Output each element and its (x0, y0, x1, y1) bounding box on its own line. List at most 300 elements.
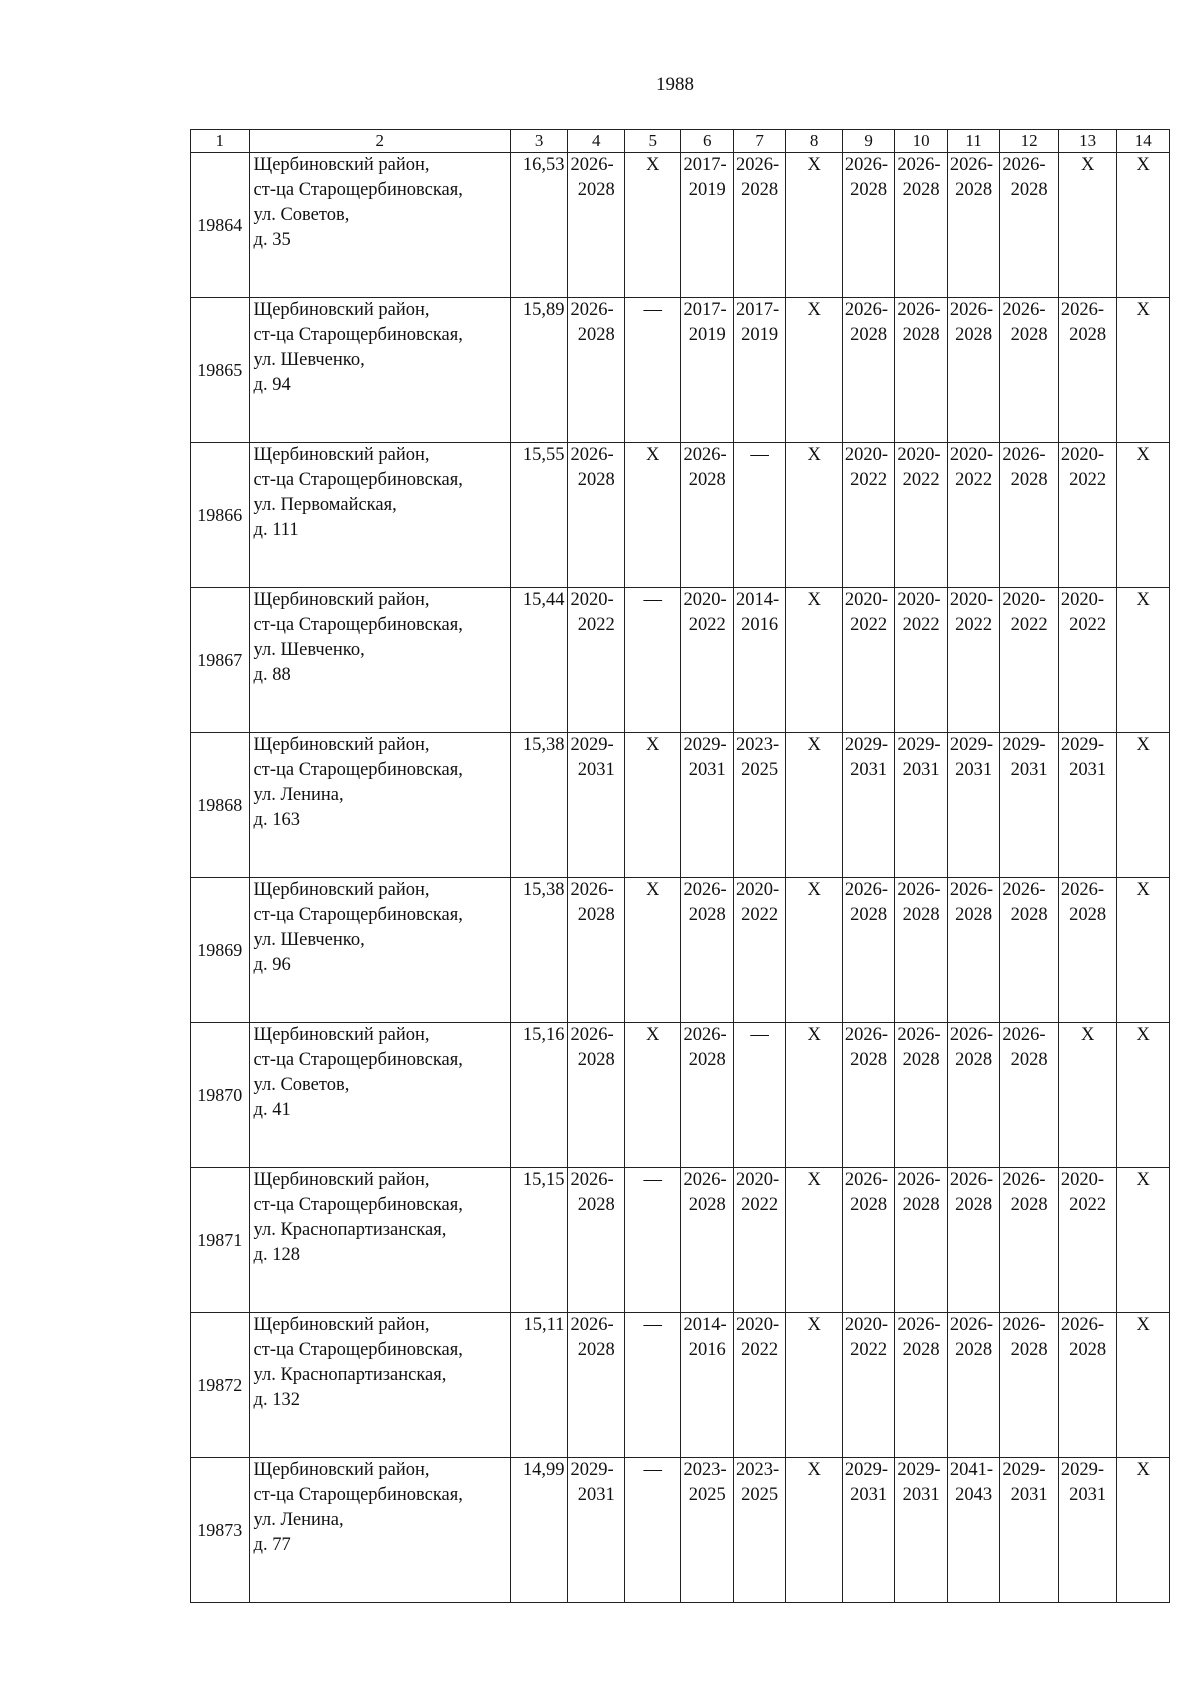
period-text: 2026- (1060, 880, 1105, 900)
period-text: 2028 (688, 905, 726, 925)
address-line: ст-ца Старощербиновская, (253, 325, 463, 345)
period-text: 2029- (570, 735, 614, 755)
period-text: X (1080, 1025, 1095, 1045)
record-number-cell: 19872 (191, 1313, 250, 1458)
address-line: ул. Краснопартизанская, (253, 1365, 447, 1385)
period-text: — (750, 1025, 769, 1045)
period-cell-9 (842, 1313, 894, 1458)
period-text: 2028 (902, 905, 940, 925)
period-cell-12 (1000, 1458, 1059, 1603)
period-text: 2020- (1060, 590, 1105, 610)
period-text: 2028 (850, 325, 888, 345)
period-text: — (643, 1170, 662, 1190)
period-cell-7 (733, 1313, 785, 1458)
period-cell-6 (681, 1168, 733, 1313)
period-cell-6 (681, 878, 733, 1023)
period-cell-8 (786, 878, 843, 1023)
period-text: X (807, 155, 821, 175)
address-line: Щербиновский район, (253, 590, 430, 610)
record-number-cell: 19866 (191, 443, 250, 588)
period-text: 2029- (1002, 1460, 1046, 1480)
column-number-header: 9 (842, 130, 894, 153)
period-cell-11 (947, 1458, 999, 1603)
period-text: 2026- (570, 1025, 614, 1045)
period-text: 2017- (683, 155, 727, 175)
period-cell-8 (786, 443, 843, 588)
period-cell-6 (681, 153, 733, 298)
table-row (191, 1168, 1170, 1313)
period-text: 2028 (1010, 1050, 1048, 1070)
period-cell-14 (1117, 733, 1170, 878)
period-text: 2022 (955, 470, 993, 490)
period-text: 2026- (683, 1025, 727, 1045)
period-text: 2026- (1002, 445, 1046, 465)
address-line: ст-ца Старощербиновская, (253, 1340, 463, 1360)
period-text: X (646, 155, 660, 175)
column-number-header: 5 (624, 130, 681, 153)
period-cell-12 (1000, 878, 1059, 1023)
area-cell: 16,53 (510, 153, 568, 298)
period-text: 2028 (955, 1340, 993, 1360)
period-text: 2022 (902, 470, 940, 490)
period-text: 2020- (570, 590, 614, 610)
period-cell-8 (786, 153, 843, 298)
period-cell-5 (624, 733, 681, 878)
period-text: — (643, 590, 662, 610)
address-line: д. 88 (253, 665, 291, 685)
period-text: 2022 (1069, 615, 1107, 635)
period-text: 2028 (688, 1050, 726, 1070)
area-cell: 15,38 (510, 733, 568, 878)
period-cell-12 (1000, 153, 1059, 298)
address-line: д. 128 (253, 1245, 300, 1265)
period-text: 2026- (897, 1315, 941, 1335)
period-cell-12 (1000, 298, 1059, 443)
period-cell-5 (624, 1023, 681, 1168)
period-cell-4 (568, 1458, 625, 1603)
column-number-header: 6 (681, 130, 733, 153)
area-cell: 15,55 (510, 443, 568, 588)
period-cell-10 (895, 1023, 947, 1168)
column-number-row (191, 130, 1170, 153)
period-text: 2026- (1002, 300, 1046, 320)
address-line: Щербиновский район, (253, 735, 430, 755)
address-line: Щербиновский район, (253, 155, 430, 175)
period-text: 2019 (688, 325, 726, 345)
period-cell-10 (895, 1313, 947, 1458)
period-text: 2022 (850, 615, 888, 635)
address-line: ул. Ленина, (253, 785, 344, 805)
period-cell-13 (1058, 878, 1117, 1023)
period-text: 2028 (741, 180, 779, 200)
area-cell: 14,99 (510, 1458, 568, 1603)
period-cell-6 (681, 298, 733, 443)
period-text: 2026- (897, 1170, 941, 1190)
column-number-header: 1 (191, 130, 250, 153)
period-text: 2020- (683, 590, 727, 610)
period-text: 2026- (844, 300, 889, 320)
period-text: 2029- (897, 735, 941, 755)
period-cell-6 (681, 733, 733, 878)
period-text: 2025 (741, 760, 779, 780)
period-text: 2043 (955, 1485, 993, 1505)
period-text: 2028 (577, 1340, 615, 1360)
period-text: 2028 (1069, 1340, 1107, 1360)
period-text: 2023- (683, 1460, 727, 1480)
period-cell-14 (1117, 443, 1170, 588)
register-table (190, 129, 1170, 1603)
period-text: 2022 (741, 1340, 779, 1360)
period-text: X (807, 880, 821, 900)
period-cell-12 (1000, 588, 1059, 733)
period-text: 2022 (850, 1340, 888, 1360)
period-text: 2026- (1002, 880, 1046, 900)
address-line: д. 77 (253, 1535, 291, 1555)
period-text: 2031 (1069, 1485, 1107, 1505)
period-text: 2028 (902, 325, 940, 345)
address-cell (249, 878, 510, 1023)
period-text: 2017- (735, 300, 780, 320)
period-text: 2029- (897, 1460, 941, 1480)
period-cell-10 (895, 443, 947, 588)
period-text: 2026- (1060, 300, 1105, 320)
period-text: 2026- (844, 1025, 889, 1045)
period-text: 2020- (735, 880, 780, 900)
period-text: 2026- (949, 1025, 994, 1045)
period-cell-7 (733, 298, 785, 443)
column-number-header: 10 (895, 130, 947, 153)
period-text: 2028 (577, 325, 615, 345)
period-cell-9 (842, 733, 894, 878)
period-cell-4 (568, 443, 625, 588)
period-text: — (643, 1460, 662, 1480)
period-text: 2028 (955, 1050, 993, 1070)
period-text: 2028 (577, 1050, 615, 1070)
address-line: Щербиновский район, (253, 880, 430, 900)
period-text: 2028 (955, 905, 993, 925)
period-text: 2022 (741, 905, 779, 925)
period-cell-11 (947, 153, 999, 298)
period-text: 2026- (897, 155, 941, 175)
period-cell-9 (842, 298, 894, 443)
period-text: 2020- (844, 590, 889, 610)
period-text: X (1136, 590, 1150, 610)
table-row (191, 588, 1170, 733)
period-cell-8 (786, 588, 843, 733)
period-cell-11 (947, 1023, 999, 1168)
period-text: 2029- (570, 1460, 614, 1480)
period-cell-5 (624, 1313, 681, 1458)
period-text: 2031 (850, 1485, 888, 1505)
column-number-header: 12 (1000, 130, 1059, 153)
period-text: 2028 (902, 180, 940, 200)
period-cell-4 (568, 1168, 625, 1313)
period-text: 2026- (897, 1025, 941, 1045)
table-row (191, 1023, 1170, 1168)
period-text: 2029- (949, 735, 994, 755)
period-text: 2016 (741, 615, 779, 635)
column-number-header: 3 (510, 130, 568, 153)
period-text: 2020- (897, 590, 941, 610)
period-cell-11 (947, 298, 999, 443)
period-cell-4 (568, 878, 625, 1023)
period-cell-11 (947, 878, 999, 1023)
period-cell-6 (681, 1023, 733, 1168)
address-line: д. 94 (253, 375, 291, 395)
period-text: 2026- (570, 880, 614, 900)
address-line: ст-ца Старощербиновская, (253, 760, 463, 780)
period-text: 2031 (902, 760, 940, 780)
period-text: X (807, 1460, 821, 1480)
period-text: 2031 (1069, 760, 1107, 780)
period-text: 2026- (844, 1170, 889, 1190)
period-text: 2020- (949, 590, 994, 610)
period-cell-14 (1117, 588, 1170, 733)
period-cell-13 (1058, 443, 1117, 588)
record-number-cell: 19870 (191, 1023, 250, 1168)
period-text: 2026- (844, 880, 889, 900)
period-text: 2028 (688, 1195, 726, 1215)
period-text: 2022 (577, 615, 615, 635)
period-cell-4 (568, 298, 625, 443)
period-text: 2041- (949, 1460, 994, 1480)
period-text: 2022 (741, 1195, 779, 1215)
address-cell (249, 588, 510, 733)
period-text: 2028 (1010, 180, 1048, 200)
period-text: 2029- (844, 1460, 889, 1480)
period-text: 2025 (741, 1485, 779, 1505)
period-text: 2022 (1010, 615, 1048, 635)
period-text: 2028 (955, 1195, 993, 1215)
record-number-cell: 19865 (191, 298, 250, 443)
area-cell: 15,16 (510, 1023, 568, 1168)
period-text: 2026- (949, 880, 994, 900)
period-text: — (750, 445, 769, 465)
table-row (191, 733, 1170, 878)
period-cell-9 (842, 588, 894, 733)
period-cell-11 (947, 588, 999, 733)
period-text: 2022 (850, 470, 888, 490)
address-line: Щербиновский район, (253, 445, 430, 465)
period-text: 2031 (1010, 1485, 1048, 1505)
table-row (191, 298, 1170, 443)
period-cell-14 (1117, 298, 1170, 443)
period-text: 2020- (735, 1170, 780, 1190)
address-cell (249, 298, 510, 443)
record-number-cell: 19868 (191, 733, 250, 878)
period-text: 2029- (1060, 1460, 1105, 1480)
period-text: 2028 (1069, 905, 1107, 925)
period-text: X (807, 590, 821, 610)
address-line: Щербиновский район, (253, 1315, 430, 1335)
address-cell (249, 1168, 510, 1313)
address-line: Щербиновский район, (253, 300, 430, 320)
record-number-cell: 19871 (191, 1168, 250, 1313)
period-text: 2028 (1010, 1340, 1048, 1360)
address-line: ст-ца Старощербиновская, (253, 1050, 463, 1070)
period-cell-4 (568, 153, 625, 298)
period-text: 2026- (683, 445, 727, 465)
period-text: 2028 (577, 1195, 615, 1215)
period-cell-10 (895, 1458, 947, 1603)
period-text: 2026- (949, 300, 994, 320)
period-text: 2028 (902, 1050, 940, 1070)
column-number-header: 7 (733, 130, 785, 153)
period-text: 2028 (577, 905, 615, 925)
period-cell-4 (568, 588, 625, 733)
period-text: 2026- (949, 1170, 994, 1190)
address-line: ул. Первомайская, (253, 495, 397, 515)
period-text: X (807, 1025, 821, 1045)
period-cell-12 (1000, 1313, 1059, 1458)
period-text: X (1080, 155, 1095, 175)
period-cell-8 (786, 1313, 843, 1458)
period-text: 2023- (735, 1460, 780, 1480)
address-line: ст-ца Старощербиновская, (253, 1195, 463, 1215)
period-text: 2028 (577, 470, 615, 490)
period-text: X (1136, 1025, 1150, 1045)
table-body (191, 153, 1170, 1603)
period-text: 2028 (688, 470, 726, 490)
table-row (191, 153, 1170, 298)
period-text: 2031 (577, 760, 615, 780)
address-line: ст-ца Старощербиновская, (253, 615, 463, 635)
address-line: ст-ца Старощербиновская, (253, 1485, 463, 1505)
page-number: 1988 (656, 74, 694, 95)
period-cell-14 (1117, 1168, 1170, 1313)
period-text: 2031 (577, 1485, 615, 1505)
period-text: 2022 (1069, 1195, 1107, 1215)
period-cell-13 (1058, 298, 1117, 443)
period-text: 2028 (902, 1340, 940, 1360)
area-cell: 15,89 (510, 298, 568, 443)
address-line: ул. Шевченко, (253, 930, 365, 950)
address-cell (249, 153, 510, 298)
table-row (191, 1458, 1170, 1603)
period-text: 2026- (570, 1315, 614, 1335)
period-cell-8 (786, 298, 843, 443)
address-line: ул. Шевченко, (253, 350, 365, 370)
period-text: 2020- (1060, 445, 1105, 465)
column-number-header: 8 (786, 130, 843, 153)
period-text: 2020- (949, 445, 994, 465)
period-cell-13 (1058, 1023, 1117, 1168)
period-text: 2019 (741, 325, 779, 345)
period-text: X (807, 445, 821, 465)
period-text: 2028 (577, 180, 615, 200)
period-text: 2026- (897, 880, 941, 900)
period-text: 2026- (570, 300, 614, 320)
period-text: 2028 (955, 325, 993, 345)
address-cell (249, 443, 510, 588)
address-line: д. 96 (253, 955, 291, 975)
period-text: 2020- (897, 445, 941, 465)
period-text: 2014- (683, 1315, 727, 1335)
period-cell-9 (842, 1458, 894, 1603)
period-text: X (1136, 445, 1150, 465)
period-text: 2026- (844, 155, 889, 175)
period-text: X (1136, 1460, 1150, 1480)
period-text: 2022 (955, 615, 993, 635)
table-row (191, 878, 1170, 1023)
period-text: X (1136, 880, 1150, 900)
period-text: X (1136, 300, 1150, 320)
period-cell-12 (1000, 733, 1059, 878)
period-text: 2026- (570, 155, 614, 175)
period-text: 2026- (1002, 1170, 1046, 1190)
period-text: 2025 (688, 1485, 726, 1505)
period-cell-5 (624, 588, 681, 733)
period-cell-4 (568, 1023, 625, 1168)
period-cell-9 (842, 1023, 894, 1168)
period-cell-7 (733, 878, 785, 1023)
period-cell-11 (947, 1168, 999, 1313)
period-cell-7 (733, 443, 785, 588)
period-cell-13 (1058, 1313, 1117, 1458)
period-text: 2026- (1002, 155, 1046, 175)
period-text: 2016 (688, 1340, 726, 1360)
period-cell-5 (624, 443, 681, 588)
period-cell-10 (895, 733, 947, 878)
period-text: 2026- (949, 1315, 994, 1335)
period-text: 2026- (1060, 1315, 1105, 1335)
period-cell-7 (733, 733, 785, 878)
address-cell (249, 733, 510, 878)
period-text: 2022 (902, 615, 940, 635)
period-cell-6 (681, 1313, 733, 1458)
period-text: 2028 (1069, 325, 1107, 345)
period-cell-13 (1058, 1458, 1117, 1603)
period-text: 2029- (1060, 735, 1105, 755)
period-text: X (1136, 155, 1150, 175)
period-text: 2026- (1002, 1025, 1046, 1045)
period-text: 2028 (1010, 905, 1048, 925)
period-text: X (807, 300, 821, 320)
period-text: X (807, 1315, 821, 1335)
record-number-cell: 19867 (191, 588, 250, 733)
address-line: д. 132 (253, 1390, 300, 1410)
period-cell-8 (786, 733, 843, 878)
address-line: ул. Шевченко, (253, 640, 365, 660)
period-text: 2028 (902, 1195, 940, 1215)
address-line: д. 163 (253, 810, 300, 830)
period-text: 2022 (1069, 470, 1107, 490)
period-cell-10 (895, 1168, 947, 1313)
period-text: 2028 (1010, 1195, 1048, 1215)
record-number-cell: 19873 (191, 1458, 250, 1603)
period-text: 2031 (1010, 760, 1048, 780)
period-cell-10 (895, 153, 947, 298)
period-text: 2026- (570, 1170, 614, 1190)
column-number-header: 13 (1058, 130, 1117, 153)
period-text: X (646, 880, 660, 900)
area-cell: 15,44 (510, 588, 568, 733)
period-cell-7 (733, 588, 785, 733)
period-cell-13 (1058, 733, 1117, 878)
column-number-header: 2 (249, 130, 510, 153)
period-cell-8 (786, 1458, 843, 1603)
period-cell-13 (1058, 1168, 1117, 1313)
period-text: X (1136, 1170, 1150, 1190)
period-cell-10 (895, 878, 947, 1023)
period-text: X (646, 735, 660, 755)
period-text: 2014- (735, 590, 780, 610)
column-number-header: 14 (1117, 130, 1170, 153)
period-cell-4 (568, 1313, 625, 1458)
period-cell-7 (733, 153, 785, 298)
period-cell-12 (1000, 1023, 1059, 1168)
period-cell-14 (1117, 1023, 1170, 1168)
